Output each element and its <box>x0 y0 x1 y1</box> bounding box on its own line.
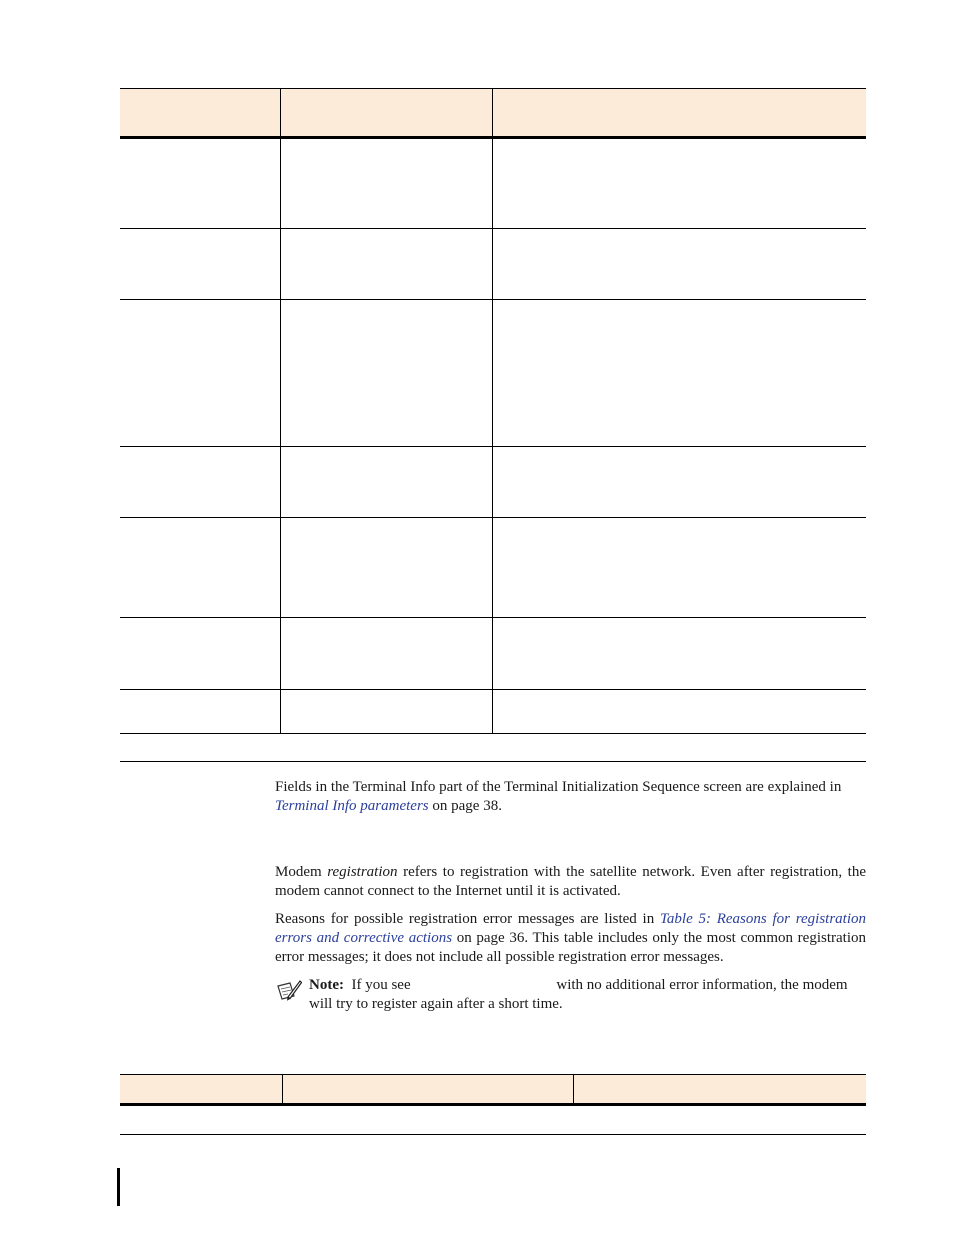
table-row-divider <box>120 299 866 300</box>
table2-column-divider <box>282 1075 283 1103</box>
note-label: Note: <box>309 977 344 993</box>
table-column-divider <box>280 89 281 733</box>
note-text-start: If you see <box>351 977 411 993</box>
registration-text-rest: refers to registration with the satellite network. Even after registration, the modem cannot connect to the Internet until it is activated. <box>275 864 867 899</box>
table2-bottom-border <box>120 1134 866 1135</box>
terminal-info-text: Fields in the Terminal Info part of the Terminal Initialization Sequence screen are explained in <box>275 779 842 795</box>
table-column-divider <box>492 89 493 733</box>
terminal-info-paragraph <box>275 778 866 816</box>
table-row-divider <box>120 446 866 447</box>
terminal-info-page-ref: on page 38. <box>432 798 502 814</box>
note-block <box>309 976 866 1014</box>
table-bottom-border <box>120 733 866 734</box>
terminal-info-parameters-link[interactable]: Terminal Info parameters <box>275 798 429 814</box>
note-pencil-icon <box>276 978 302 1002</box>
registration-paragraph <box>275 863 866 901</box>
table-row-divider <box>120 228 866 229</box>
section-rule <box>120 761 866 762</box>
reasons-paragraph <box>275 910 866 967</box>
reasons-text-rest: on page 36. This table includes only the most common registration error messages; it does not include all possible registration error messages. <box>275 930 866 965</box>
table5-link[interactable]: Table 5: Reasons for registration errors and corrective actions <box>275 911 866 946</box>
table-row-divider <box>120 617 866 618</box>
registration-term: registration <box>327 864 398 880</box>
table2-header-row <box>120 1075 866 1103</box>
table2-column-divider <box>573 1075 574 1103</box>
table-row-divider <box>120 689 866 690</box>
table-row-divider <box>120 517 866 518</box>
reasons-text-start: Reasons for possible registration error messages are listed in <box>275 911 655 927</box>
table-header-row <box>120 89 866 136</box>
page-footer-bar <box>117 1168 120 1206</box>
table-header-rule <box>120 136 866 139</box>
table2-header-rule <box>120 1103 866 1106</box>
note-text-rest: with no additional error information, the modem will try to register again after a short time. <box>309 977 848 1012</box>
registration-text-start: Modem <box>275 864 322 880</box>
